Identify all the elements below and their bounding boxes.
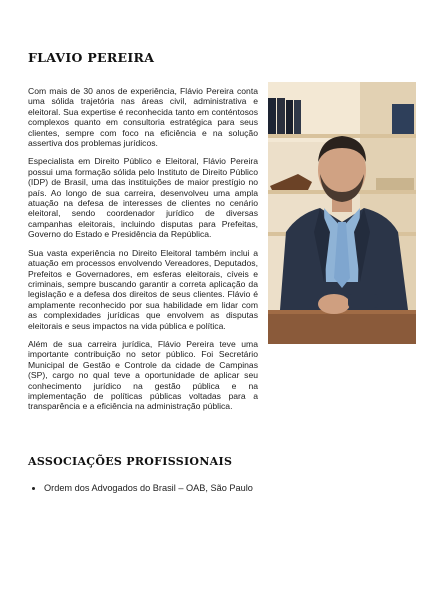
list-item: • Ordem dos Advogados do Brasil – OAB, São Paulo [44, 483, 253, 493]
associations-title: ASSOCIAÇÕES PROFISSIONAIS [28, 455, 233, 468]
bio-paragraph: Especialista em Direito Público e Eleitoral, Flávio Pereira possui uma formação sólida pelo Instituto de Direito Público (IDP) de Brasil, uma das instituições de maior prestígio no país. Ao longo de sua carreira, desenvolveu uma ampla atuação na defesa de interesses de clientes no cenário eleitoral, sendo coordenador jurídico de diversas campanhas eleitorais, incluindo disputas para Prefeitas, Governo do Estado e Presidência da República. [28, 156, 258, 240]
bio-text [28, 86, 258, 420]
bio-paragraph: Além de sua carreira jurídica, Flávio Pereira teve uma importante contribuição no setor público. Foi Secretário Municipal de Gestão e Controle da cidade de Campinas (SP), cargo no qual teve a oportunidade de aplicar seu conhecimento jurídico na gestão pública e na implementação de políticas públicas voltadas para a transparência e a eficiência na administração pública. [28, 338, 258, 412]
associations-list [30, 483, 253, 493]
bio-paragraph: Com mais de 30 anos de experiência, Flávio Pereira conta uma sólida trajetória nas áreas civil, administrativa e eleitoral. Sua expertise é reconhecida tanto em conténtosos complexos quanto em consultoria estratégica para seus clientes, sempre com foco na eficiência e na solução assertiva dos problemas jurídicos. [28, 86, 258, 149]
page-title: FLAVIO PEREIRA [28, 50, 155, 65]
portrait-photo [268, 82, 416, 344]
bio-paragraph: Sua vasta experiência no Direito Eleitoral também inclui a atuação em processos envolvendo Vereadores, Deputados, Prefeitos e Governadores, em esferas eleitorais, cíveis e criminais, sempre buscando garantir a correta aplicação da legislação e a defesa dos direitos de seus clientes. Flávio é amplamente reconhecido por sua habilidade em lidar com as complexidades jurídicas que envolvem as disputas eleitorais e seus impactos na vida pública e política. [28, 247, 258, 331]
portrait-illustration [268, 82, 416, 344]
